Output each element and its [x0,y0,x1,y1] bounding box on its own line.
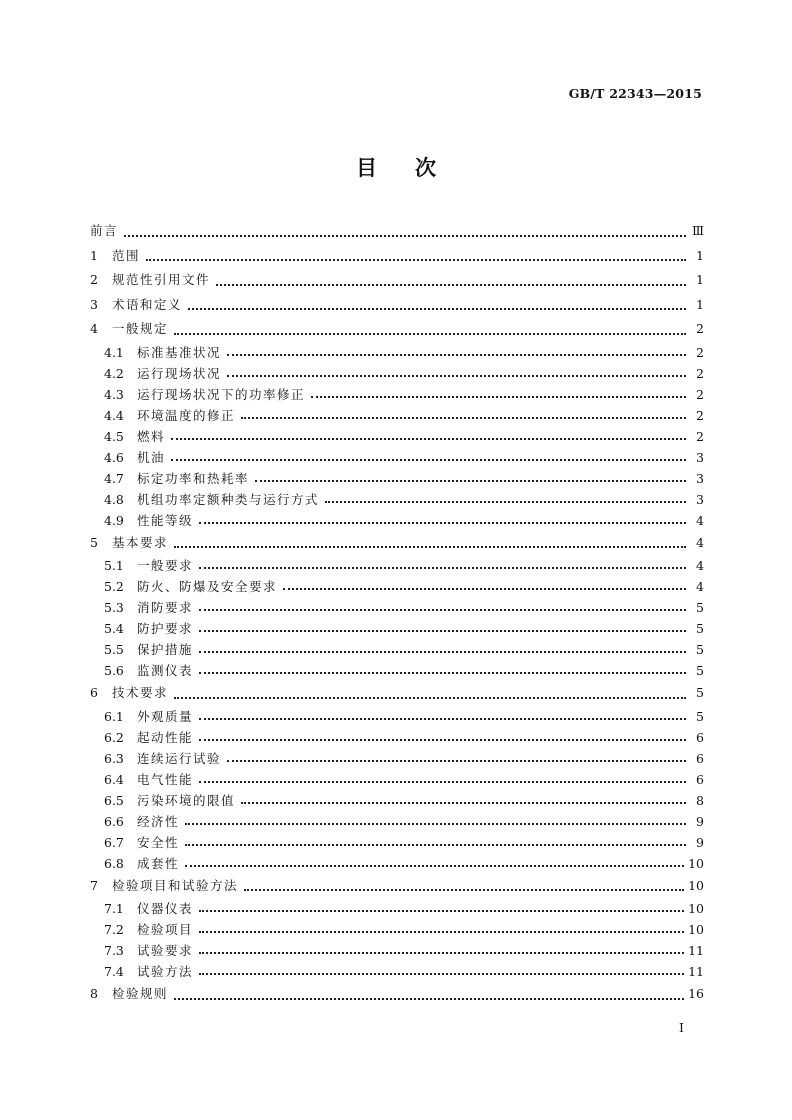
toc-entry-number: 7.2 [104,922,124,937]
toc-entry[interactable] [90,219,704,244]
dot-leader [174,697,686,699]
toc-entry-title: 仪器仪表 [137,901,194,916]
toc-entry[interactable] [90,961,704,982]
toc-entry[interactable] [90,769,704,790]
toc-entry-number: 6.6 [104,813,124,829]
toc-entry-page: 16 [688,986,704,1001]
dot-leader [199,522,686,524]
toc-entry-title: 试验方法 [137,964,194,979]
dot-leader [199,672,686,674]
toc-entry-title: 技术要求 [112,685,169,700]
toc-entry-title: 环境温度的修正 [137,407,236,423]
toc-entry-title: 范围 [112,247,141,263]
toc-entry-title: 外观质量 [137,708,194,724]
toc-entry-title: 检验规则 [112,986,169,1001]
toc-entry-number: 4.7 [104,470,124,486]
dot-leader [199,609,686,611]
toc-entry-title: 规范性引用文件 [112,272,211,287]
toc-entry-number: 7.1 [104,901,124,916]
page-number: I [679,1020,684,1035]
toc-entry-title: 运行现场状况 [137,365,222,381]
toc-entry[interactable] [90,919,704,940]
toc-entry[interactable] [90,426,704,447]
toc-entry-title: 成套性 [137,855,180,871]
toc-entry-page: Ⅲ [691,223,704,238]
dot-leader [311,396,686,398]
toc-entry-title: 机油 [137,449,166,465]
toc-entry[interactable] [90,790,704,811]
toc-entry-title: 电气性能 [137,771,194,787]
toc-entry-number: 7 [90,877,98,893]
toc-entry-page: 2 [696,407,704,423]
toc-entry-page: 3 [696,449,704,465]
toc-entry-number: 4.4 [104,407,124,423]
toc-entry[interactable] [90,874,704,899]
toc-entry-number: 6.8 [104,855,124,871]
dot-leader [188,308,686,310]
dot-leader [185,865,684,867]
toc-entry-page: 10 [688,901,704,916]
toc-entry-title: 监测仪表 [137,663,194,678]
dot-leader [227,375,686,377]
toc-entry-number: 6.5 [104,792,124,808]
toc-entry-title: 前言 [90,223,119,238]
toc-entry-page: 11 [688,943,704,958]
dot-leader [199,651,686,653]
dot-leader [216,284,686,286]
dot-leader [199,952,684,954]
toc-entry-title: 防护要求 [137,621,194,636]
toc-entry-title: 标定功率和热耗率 [137,470,250,486]
toc-entry[interactable] [90,293,704,318]
dot-leader [241,802,686,804]
toc-entry-page: 4 [696,534,704,550]
dot-leader [171,459,686,461]
toc-entry-number: 6.7 [104,834,124,850]
toc-entry-page: 5 [696,642,704,657]
dot-leader [185,823,686,825]
toc-entry-number: 4.6 [104,449,124,465]
toc-entry[interactable] [90,468,704,489]
toc-entry-title: 术语和定义 [112,296,183,312]
toc-entry-page: 5 [696,685,704,700]
toc-entry-title: 经济性 [137,813,180,829]
toc-entry-number: 6.1 [104,708,124,724]
toc-entry[interactable] [90,727,704,748]
toc-entry[interactable] [90,317,704,342]
toc-entry-number: 2 [90,272,98,287]
toc-entry-page: 5 [696,600,704,615]
toc-entry[interactable] [90,576,704,597]
toc-entry[interactable] [90,748,704,769]
dot-leader [199,973,684,975]
toc-entry-page: 6 [696,771,704,787]
toc-entry-page: 1 [696,272,704,287]
toc-entry-number: 6.2 [104,729,124,745]
toc-entry-number: 6.3 [104,750,124,766]
toc-entry-title: 检验项目 [137,922,194,937]
dot-leader [174,333,686,335]
toc-entry-number: 7.4 [104,964,124,979]
page-title: 目次 [356,155,474,180]
dot-leader [255,480,686,482]
toc-entry-number: 5.6 [104,663,124,678]
toc-entry-number: 1 [90,247,98,263]
toc-entry-page: 2 [696,344,704,360]
toc-entry-title: 基本要求 [112,534,169,550]
toc-entry-page: 2 [696,428,704,444]
toc-entry-title: 一般规定 [112,321,169,336]
toc-entry-number: 4.5 [104,428,124,444]
toc-entry-title: 试验要求 [137,943,194,958]
toc-entry-page: 2 [696,386,704,402]
toc-entry-number: 4.9 [104,512,124,528]
toc-entry[interactable] [90,363,704,384]
toc-entry-number: 8 [90,986,98,1001]
toc-entry-page: 10 [688,877,704,893]
dot-leader [199,781,686,783]
dot-leader [283,588,686,590]
toc-entry-title: 保护措施 [137,642,194,657]
dot-leader [199,630,686,632]
toc-entry[interactable] [90,660,704,681]
toc-entry-page: 2 [696,365,704,381]
toc-entry-page: 3 [696,470,704,486]
toc-entry-title: 污染环境的限值 [137,792,236,808]
toc-entry-title: 检验项目和试验方法 [112,877,239,893]
toc-entry-title: 性能等级 [137,512,194,528]
toc-entry-page: 3 [696,491,704,507]
dot-leader [227,760,686,762]
toc-entry[interactable] [90,982,704,1007]
toc-entry-title: 起动性能 [137,729,194,745]
dot-leader [241,417,686,419]
toc-entry-page: 10 [688,855,704,871]
toc-entry-page: 1 [696,296,704,312]
standard-code: GB/T 22343—2015 [568,86,702,101]
toc-entry-title: 安全性 [137,834,180,850]
toc-entry[interactable] [90,597,704,618]
toc-entry[interactable] [90,898,704,919]
toc-entry-number: 4 [90,321,98,336]
toc-entry[interactable] [90,940,704,961]
toc-entry-number: 6 [90,685,98,700]
toc-entry-page: 6 [696,750,704,766]
toc-entry-number: 5.3 [104,600,124,615]
dot-leader [174,546,686,548]
toc-entry[interactable] [90,342,704,363]
toc-entry-page: 4 [696,579,704,594]
toc-entry-page: 1 [696,247,704,263]
toc-entry[interactable] [90,853,704,874]
dot-leader [199,739,686,741]
toc-entry-page: 4 [696,512,704,528]
dot-leader [199,931,684,933]
toc-entry-page: 2 [696,321,704,336]
toc-entry-page: 8 [696,792,704,808]
toc-entry[interactable] [90,447,704,468]
toc-entry-title: 标准基准状况 [137,344,222,360]
dot-leader [124,235,686,237]
toc-entry[interactable] [90,244,704,269]
toc-entry[interactable] [90,531,704,556]
toc-entry[interactable] [90,681,704,706]
toc-entry-page: 5 [696,621,704,636]
toc-entry[interactable] [90,268,704,293]
toc-entry-page: 11 [688,964,704,979]
toc-entry[interactable] [90,618,704,639]
toc-entry-number: 4.1 [104,344,124,360]
toc-entry-number: 4.8 [104,491,124,507]
toc-entry-page: 9 [696,813,704,829]
dot-leader [244,889,684,891]
toc-entry-title: 防火、防爆及安全要求 [137,579,278,594]
toc-entry-number: 6.4 [104,771,124,787]
toc-entry-page: 5 [696,708,704,724]
toc-entry-title: 机组功率定额种类与运行方式 [137,491,320,507]
dot-leader [174,998,684,1000]
toc-entry[interactable] [90,510,704,531]
toc-entry-number: 7.3 [104,943,124,958]
toc-entry-page: 10 [688,922,704,937]
toc-entry[interactable] [90,811,704,832]
toc-entry[interactable] [90,489,704,510]
toc-entry[interactable] [90,706,704,727]
toc-entry-number: 4.2 [104,365,124,381]
table-of-contents [90,219,704,1007]
dot-leader [171,438,686,440]
dot-leader [199,910,684,912]
toc-entry-number: 5.1 [104,558,124,573]
toc-entry[interactable] [90,639,704,660]
dot-leader [227,354,686,356]
toc-entry-page: 9 [696,834,704,850]
toc-entry-page: 6 [696,729,704,745]
toc-entry-page: 4 [696,558,704,573]
dot-leader [199,718,686,720]
toc-entry-title: 消防要求 [137,600,194,615]
toc-entry-number: 5.2 [104,579,124,594]
toc-entry-number: 3 [90,296,98,312]
toc-entry-number: 5 [90,534,98,550]
dot-leader [199,567,686,569]
toc-entry-number: 5.4 [104,621,124,636]
toc-entry[interactable] [90,832,704,853]
toc-entry-number: 5.5 [104,642,124,657]
dot-leader [325,501,686,503]
toc-entry-title: 连续运行试验 [137,750,222,766]
toc-entry-title: 运行现场状况下的功率修正 [137,386,306,402]
toc-entry-title: 一般要求 [137,558,194,573]
toc-entry[interactable] [90,405,704,426]
toc-entry[interactable] [90,555,704,576]
toc-entry-number: 4.3 [104,386,124,402]
dot-leader [185,844,686,846]
toc-entry[interactable] [90,384,704,405]
dot-leader [146,259,686,261]
toc-entry-page: 5 [696,663,704,678]
toc-entry-title: 燃料 [137,428,166,444]
